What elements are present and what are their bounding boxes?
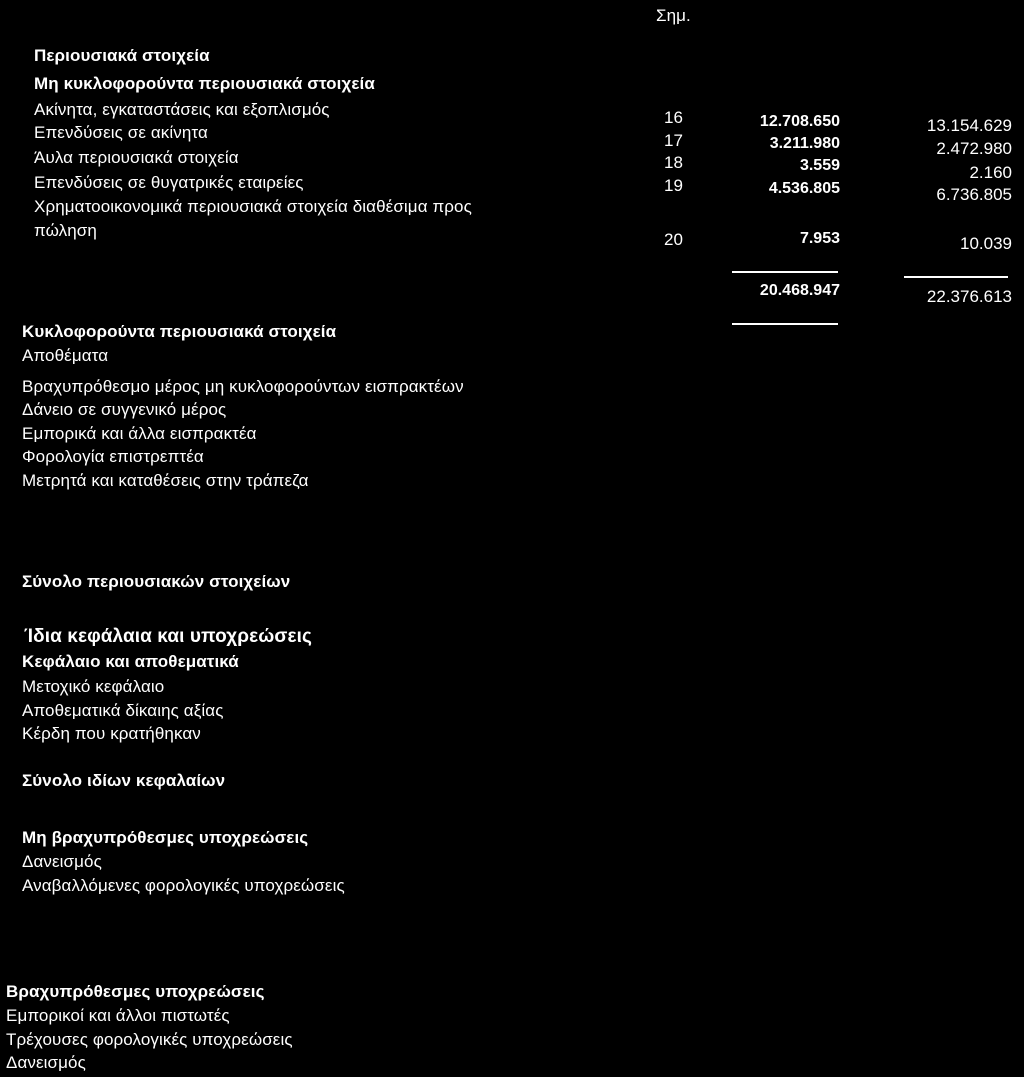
list-item: Μετρητά και καταθέσεις στην τράπεζα bbox=[22, 471, 309, 490]
list-item: Δάνειο σε συγγενικό μέρος bbox=[22, 400, 227, 419]
list-item: Εμπορικά και άλλα εισπρακτέα bbox=[22, 424, 257, 443]
row-label-continued: πώληση bbox=[34, 221, 97, 240]
noncurrent-assets-heading: Μη κυκλοφορούντα περιουσιακά στοιχεία bbox=[34, 74, 375, 93]
list-item: Κέρδη που κρατήθηκαν bbox=[22, 724, 201, 743]
row-value-current: 3.559 bbox=[799, 157, 840, 174]
assets-heading: Περιουσιακά στοιχεία bbox=[34, 46, 210, 65]
row-value-current: 7.953 bbox=[799, 230, 840, 247]
row-note: 20 bbox=[664, 230, 683, 249]
total-assets-label: Σύνολο περιουσιακών στοιχείων bbox=[22, 572, 291, 591]
row-label: Επενδύσεις σε ακίνητα bbox=[34, 123, 208, 142]
list-item: Δανεισμός bbox=[22, 852, 102, 871]
row-value-current: 4.536.805 bbox=[768, 180, 840, 197]
row-note: 19 bbox=[664, 176, 683, 195]
subtotal-rule-prior bbox=[904, 276, 1008, 278]
list-item: Βραχυπρόθεσμο μέρος μη κυκλοφορούντων εισπρακτέων bbox=[22, 377, 464, 396]
list-item: Αποθεματικά δίκαιης αξίας bbox=[22, 701, 224, 720]
list-item: Εμπορικοί και άλλοι πιστωτές bbox=[6, 1006, 230, 1025]
row-value-prior: 2.472.980 bbox=[936, 139, 1012, 158]
subtotal-double-rule-current bbox=[732, 323, 838, 325]
row-value-prior: 2.160 bbox=[969, 163, 1012, 182]
row-note: 17 bbox=[664, 131, 683, 150]
row-label: Άυλα περιουσιακά στοιχεία bbox=[34, 148, 239, 167]
row-label: Χρηματοοικονομικά περιουσιακά στοιχεία διαθέσιμα προς bbox=[34, 197, 472, 216]
row-note: 18 bbox=[664, 153, 683, 172]
subtotal-value-current: 20.468.947 bbox=[759, 282, 840, 299]
row-label: Επενδύσεις σε θυγατρικές εταιρείες bbox=[34, 173, 304, 192]
row-value-current: 12.708.650 bbox=[759, 113, 840, 130]
current-liabilities-heading: Βραχυπρόθεσμες υποχρεώσεις bbox=[6, 982, 265, 1001]
row-value-current: 3.211.980 bbox=[769, 135, 840, 152]
list-item: Δανεισμός bbox=[6, 1053, 86, 1072]
list-item: Μετοχικό κεφάλαιο bbox=[22, 677, 165, 696]
row-label: Ακίνητα, εγκαταστάσεις και εξοπλισμός bbox=[34, 100, 330, 119]
list-item: Αναβαλλόμενες φορολογικές υποχρεώσεις bbox=[22, 876, 345, 895]
subtotal-value-prior: 22.376.613 bbox=[926, 287, 1012, 306]
equity-liabilities-heading: Ίδια κεφάλαια και υποχρεώσεις bbox=[24, 626, 312, 647]
subtotal-rule-current bbox=[732, 271, 838, 273]
list-item: Φορολογία επιστρεπτέα bbox=[22, 447, 204, 466]
total-equity-label: Σύνολο ιδίων κεφαλαίων bbox=[22, 771, 226, 790]
capital-heading: Κεφάλαιο και αποθεματικά bbox=[22, 652, 239, 671]
current-assets-heading: Κυκλοφορούντα περιουσιακά στοιχεία bbox=[22, 322, 337, 341]
note-column-header: Σημ. bbox=[656, 6, 691, 25]
row-value-prior: 6.736.805 bbox=[936, 185, 1012, 204]
row-value-prior: 10.039 bbox=[960, 234, 1012, 253]
list-item: Τρέχουσες φορολογικές υποχρεώσεις bbox=[6, 1030, 293, 1049]
row-value-prior: 13.154.629 bbox=[926, 116, 1012, 135]
noncurrent-liabilities-heading: Μη βραχυπρόθεσμες υποχρεώσεις bbox=[22, 828, 309, 847]
row-note: 16 bbox=[664, 108, 683, 127]
list-item: Αποθέματα bbox=[22, 346, 109, 365]
